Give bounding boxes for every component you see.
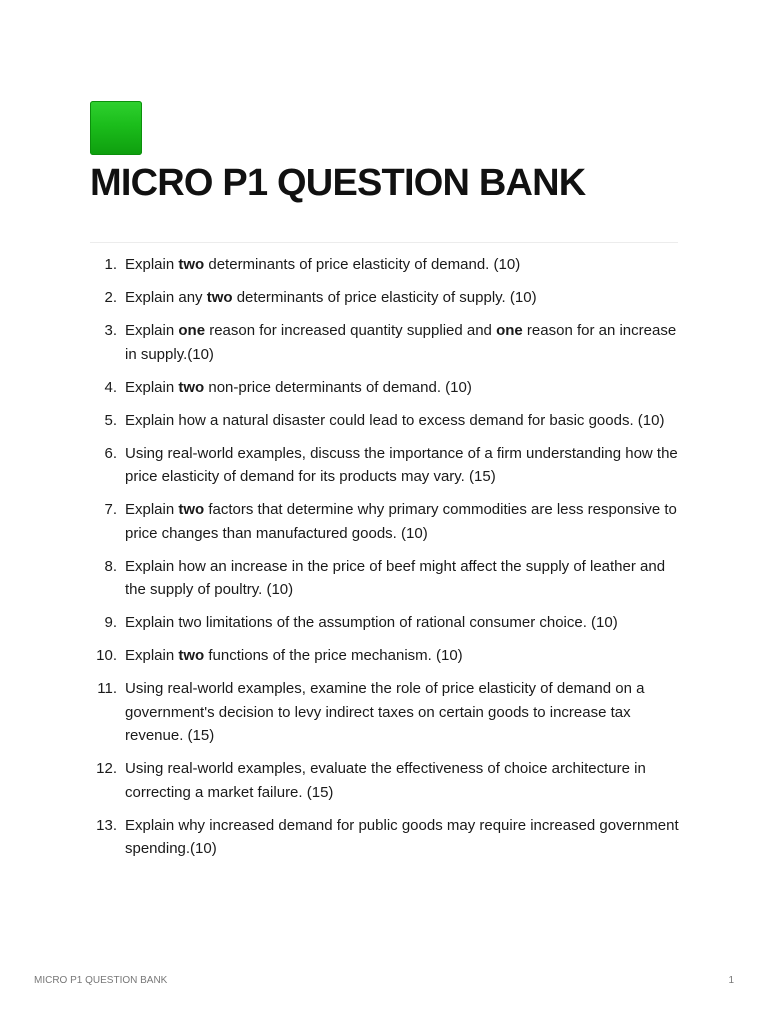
question-number: 8.	[104, 557, 117, 575]
question-text-segment: Using real-world examples, evaluate the effectiveness of choice architecture in correcting a market failure. (15)	[125, 760, 646, 801]
question-text-emphasis: two	[178, 378, 205, 396]
question-item	[90, 611, 680, 635]
question-text	[125, 757, 680, 804]
question-item	[90, 442, 680, 489]
question-text	[125, 814, 680, 861]
question-text	[125, 286, 680, 310]
question-number: 12.	[96, 760, 117, 777]
question-text-segment: determinants of price elasticity of demand. (10)	[204, 256, 521, 273]
question-item	[90, 286, 680, 310]
question-text-segment: Explain	[125, 647, 179, 664]
question-item	[90, 319, 680, 366]
question-number: 3.	[104, 322, 117, 339]
question-number: 11.	[97, 680, 117, 697]
question-text-segment: determinants of price elasticity of supply. (10)	[232, 289, 537, 306]
question-text	[125, 611, 680, 635]
question-number: 9.	[104, 614, 117, 631]
question-list	[90, 253, 680, 870]
question-text-segment: Explain why increased demand for public goods may require increased government spending.(10)	[125, 816, 679, 857]
question-text-segment: Using real-world examples, examine the role of price elasticity of demand on a government's decision to levy indirect taxes on certain goods to increase tax revenue. (15)	[125, 680, 645, 744]
question-text	[125, 319, 680, 366]
question-text-emphasis: two	[206, 289, 233, 306]
question-text-emphasis: one	[178, 322, 206, 339]
question-text-segment: factors that determine why primary commodities are less responsive to price changes than manufactured goods. (10)	[125, 501, 677, 542]
question-item	[90, 555, 680, 602]
question-item	[90, 757, 680, 804]
page-title: MICRO P1 QUESTION BANK	[90, 162, 586, 204]
question-text-segment: Explain any	[125, 289, 207, 306]
question-number: 5.	[104, 411, 117, 429]
question-number: 6.	[104, 444, 117, 462]
title-divider	[90, 242, 678, 243]
question-text-emphasis: two	[178, 256, 205, 273]
question-number: 1.	[104, 256, 117, 273]
green-square-icon	[90, 101, 142, 155]
question-text	[125, 555, 680, 602]
question-text-segment: Using real-world examples, discuss the importance of a firm understanding how the price elasticity of demand for its products may vary. (15)	[125, 444, 678, 485]
question-text-segment: reason for increased quantity supplied and	[205, 322, 497, 339]
question-text-segment: Explain two limitations of the assumption of rational consumer choice. (10)	[125, 614, 618, 631]
question-text	[125, 409, 680, 433]
question-number: 2.	[104, 289, 117, 306]
question-text	[125, 253, 680, 277]
question-text-segment: Explain how an increase in the price of beef might affect the supply of leather and the supply of poultry. (10)	[125, 557, 666, 598]
question-item	[90, 409, 680, 433]
question-number: 4.	[104, 378, 117, 396]
question-text-segment: Explain	[125, 322, 179, 339]
question-text-segment: Explain	[125, 256, 179, 273]
question-text	[125, 644, 680, 668]
question-text-segment: Explain	[125, 378, 179, 396]
question-item	[90, 253, 680, 277]
question-text-segment: Explain how a natural disaster could lead to excess demand for basic goods. (10)	[125, 411, 665, 429]
question-text-segment: functions of the price mechanism. (10)	[204, 647, 463, 664]
question-number: 10.	[96, 647, 117, 664]
question-item	[90, 814, 680, 861]
question-text-emphasis: two	[178, 501, 205, 518]
question-text-emphasis: two	[178, 647, 205, 664]
question-text-emphasis: one	[496, 322, 523, 339]
question-text	[125, 442, 680, 489]
question-number: 13.	[96, 816, 117, 834]
footer-page-number: 1	[728, 975, 734, 986]
question-text	[125, 498, 680, 545]
question-item	[90, 677, 680, 748]
question-item	[90, 644, 680, 668]
question-number: 7.	[104, 501, 117, 518]
question-text-segment: non-price determinants of demand. (10)	[204, 378, 472, 396]
question-text	[125, 677, 680, 748]
question-text-segment: Explain	[125, 501, 179, 518]
question-item	[90, 498, 680, 545]
question-item	[90, 376, 680, 400]
footer-title: MICRO P1 QUESTION BANK	[34, 975, 168, 986]
question-text	[125, 376, 680, 400]
question-text-segment: reason for an increase in supply.(10)	[125, 322, 677, 363]
